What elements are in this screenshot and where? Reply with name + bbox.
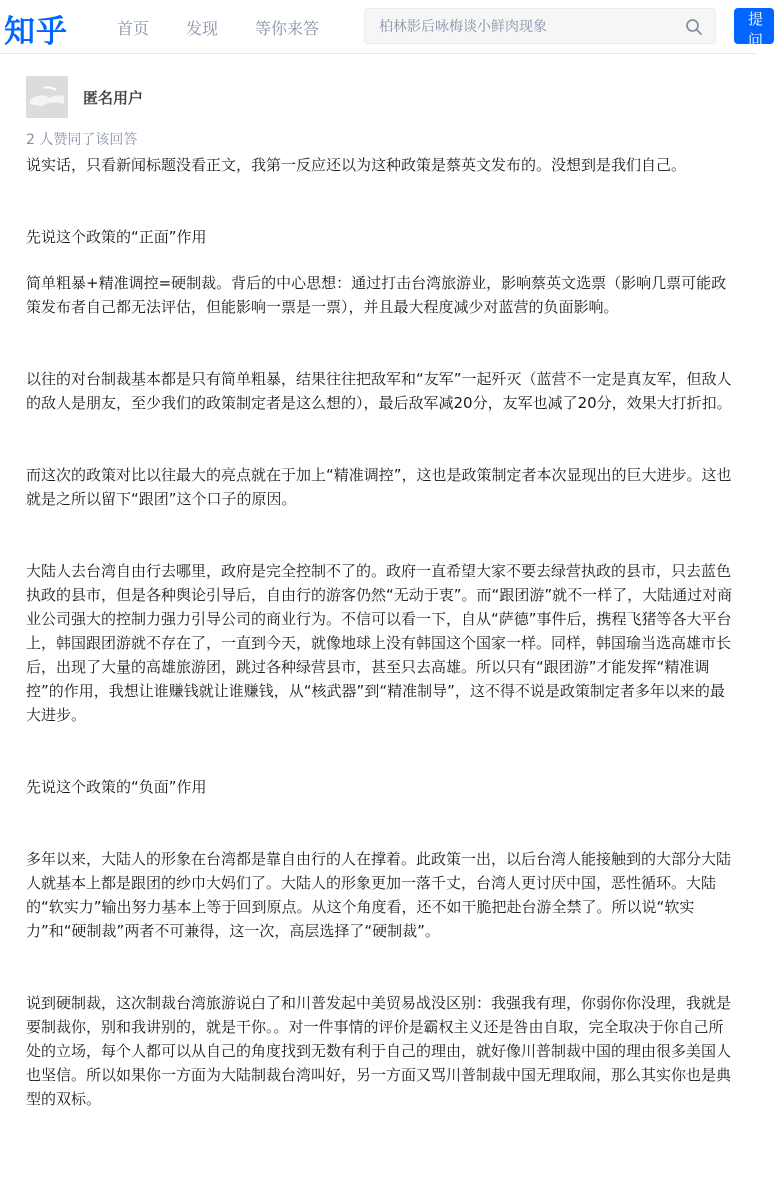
- search-icon[interactable]: [685, 18, 703, 36]
- nav-home[interactable]: 首页: [117, 19, 150, 38]
- answer-content: [26, 153, 734, 1111]
- answer-paragraph: 简单粗暴+精准调控=硬制裁。背后的中心思想：通过打击台湾旅游业，影响蔡英文选票（影响几票可能政策发布者自己都无法评估，但能影响一票是一票），并且最大程度减少对蓝营的负面影响。: [26, 274, 727, 316]
- anonymous-avatar-icon: [26, 76, 68, 118]
- nav-discover[interactable]: 发现: [186, 19, 219, 38]
- zhihu-logo[interactable]: 知乎: [4, 14, 68, 50]
- nav-waiting-answers[interactable]: 等你来答: [255, 19, 320, 38]
- top-navigation-bar: [0, 0, 764, 54]
- answer-paragraph: 以往的对台制裁基本都是只有简单粗暴，结果往往把敌军和“友军”一起歼灭（蓝营不一定是真友军，但敌人的敌人是朋友，至少我们的政策制定者是这么想的），最后敌军减20分，友军也减了20分，效果大打折扣。: [26, 370, 732, 412]
- avatar[interactable]: [26, 76, 68, 118]
- search-box: [364, 8, 716, 44]
- section-heading-negative: 先说这个政策的“负面”作用: [26, 778, 207, 796]
- answer-paragraph: 说到硬制裁，这次制裁台湾旅游说白了和川普发起中美贸易战没区别：我强我有理，你弱你你没理，我就是要制裁你，别和我讲别的，就是干你。。对一件事情的评价是霸权主义还是咎由自取，完全取决于你自己所处的立场，每个人都可以从自己的角度找到无数有利于自己的理由，就好像川普制裁中国的理由很多美国人也坚信。所以如果你一方面为大陆制裁台湾叫好，另一方面又骂川普制裁中国无理取闹，那么其实你也是典型的双标。: [26, 994, 732, 1108]
- ask-question-button[interactable]: 提问: [734, 8, 774, 44]
- search-input[interactable]: [379, 16, 679, 38]
- section-heading-positive: 先说这个政策的“正面”作用: [26, 228, 207, 246]
- answer-paragraph: 说实话，只看新闻标题没看正文，我第一反应还以为这种政策是蔡英文发布的。没想到是我们自己。: [26, 156, 687, 174]
- answer-paragraph: 而这次的政策对比以往最大的亮点就在于加上“精准调控”，这也是政策制定者本次显现出的巨大进步。这也就是之所以留下“跟团”这个口子的原因。: [26, 466, 732, 508]
- answer-paragraph: 多年以来，大陆人的形象在台湾都是靠自由行的人在撑着。此政策一出，以后台湾人能接触到的大部分大陆人就基本上都是跟团的纱巾大妈们了。大陆人的形象更加一落千丈，台湾人更讨厌中国，恶性循环。大陆的“软实力”输出努力基本上等于回到原点。从这个角度看，还不如干脆把赴台游全禁了。所以说“软实力”和“硬制裁”两者不可兼得，这一次，高层选择了“硬制裁”。: [26, 850, 732, 940]
- upvote-count: 2 人赞同了该回答: [26, 132, 138, 148]
- author-name[interactable]: 匿名用户: [83, 89, 144, 107]
- answer-paragraph: 大陆人去台湾自由行去哪里，政府是完全控制不了的。政府一直希望大家不要去绿营执政的县市，只去蓝色执政的县市，但是各种舆论引导后，自由行的游客仍然“无动于衷”。而“跟团游”就不一样了，大陆通过对商业公司强大的控制力强力引导公司的商业行为。不信可以看一下，自从“萨德”事件后，携程飞猪等各大平台上，韩国跟团游就不存在了，一直到今天，就像地球上没有韩国这个国家一样。同样，韩国瑜当选高雄市长后，出现了大量的高雄旅游团，跳过各种绿营县市，甚至只去高雄。所以只有“跟团游”才能发挥“精准调控”的作用，我想让谁赚钱就让谁赚钱，从“核武器”到“精准制导”，这不得不说是政策制定者多年以来的最大进步。: [26, 562, 733, 724]
